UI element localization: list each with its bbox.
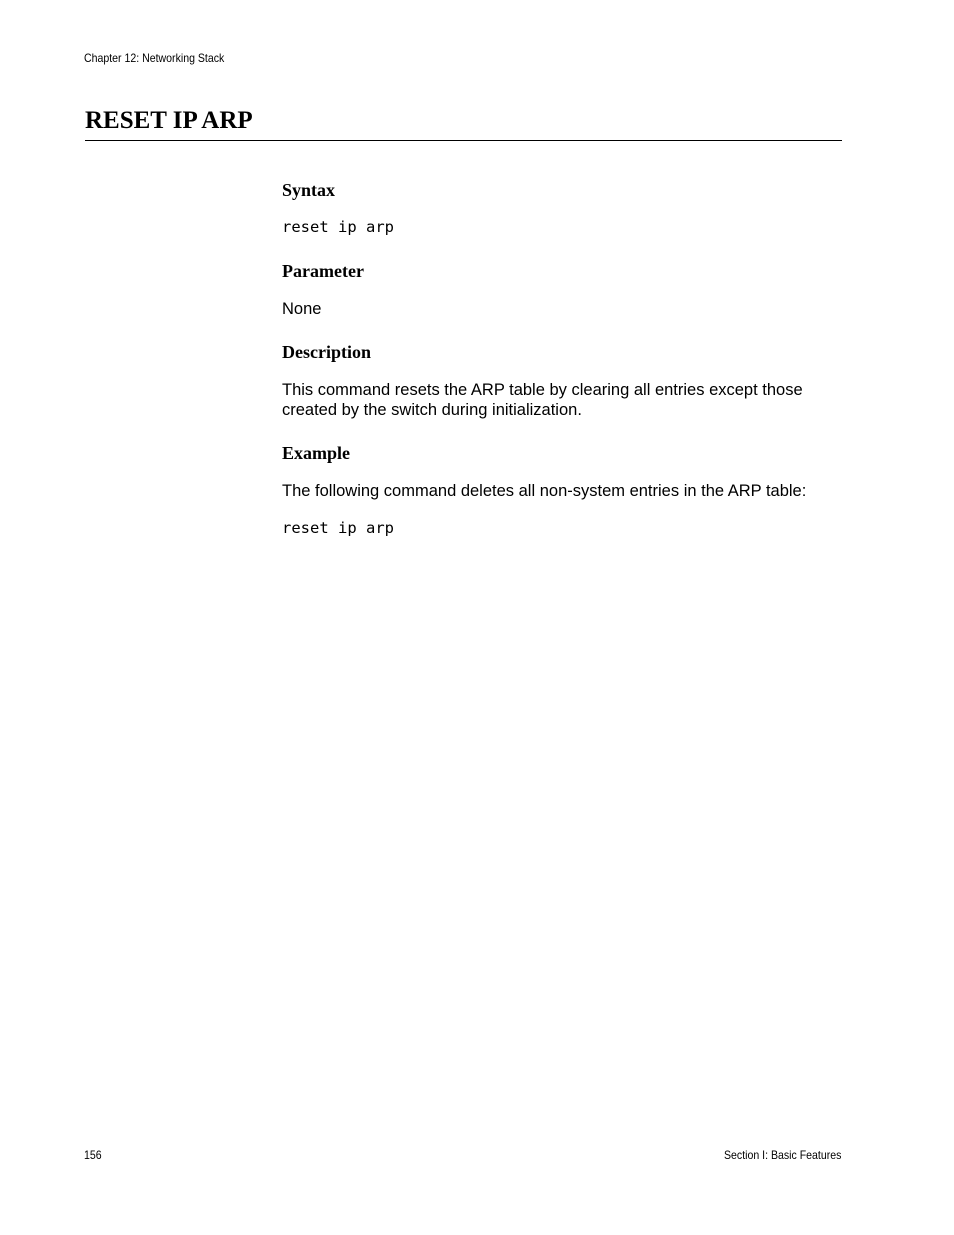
description-line: This command resets the ARP table by clearing all entries except those xyxy=(282,381,803,399)
running-header: Chapter 12: Networking Stack xyxy=(84,51,225,65)
parameter-heading: Parameter xyxy=(282,261,364,281)
syntax-code: reset ip arp xyxy=(282,218,394,236)
running-footer-section: Section I: Basic Features xyxy=(723,1148,841,1162)
title-rule xyxy=(85,140,842,141)
parameter-text: None xyxy=(282,300,322,318)
example-code: reset ip arp xyxy=(282,519,394,537)
syntax-heading: Syntax xyxy=(282,180,336,200)
description-text xyxy=(282,380,842,420)
example-text: The following command deletes all non-system entries in the ARP table: xyxy=(282,482,807,500)
page-number: 156 xyxy=(84,1148,102,1162)
description-line: created by the switch during initialization. xyxy=(282,401,582,419)
page-title: RESET IP ARP xyxy=(85,107,253,134)
description-heading: Description xyxy=(282,342,371,362)
example-heading: Example xyxy=(282,443,351,463)
